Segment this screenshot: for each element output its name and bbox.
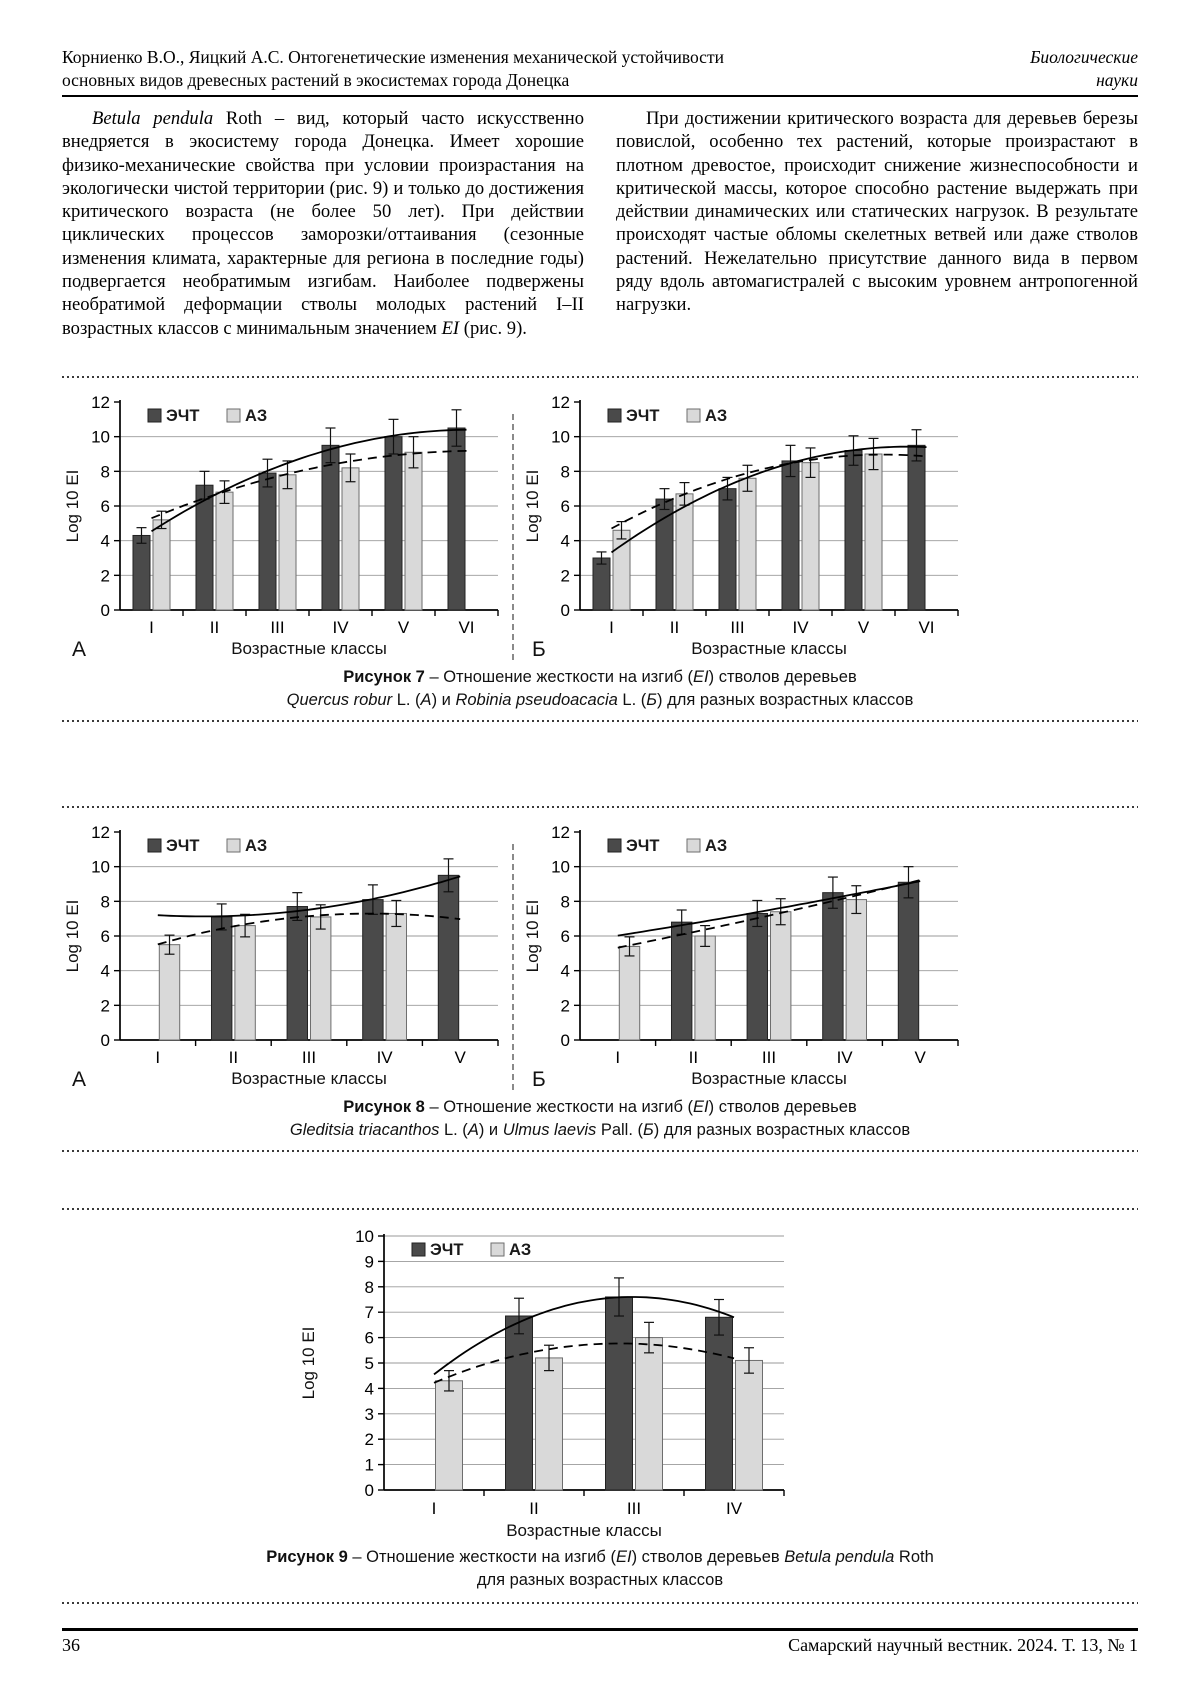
figure-8-bottom-separator: [62, 1150, 1138, 1152]
svg-text:II: II: [688, 1047, 699, 1067]
svg-text:Log 10 EI: Log 10 EI: [299, 1326, 318, 1400]
svg-text:VI: VI: [918, 617, 935, 637]
svg-text:0: 0: [560, 600, 570, 620]
svg-text:АЗ: АЗ: [245, 836, 268, 855]
svg-text:V: V: [857, 617, 870, 637]
svg-text:12: 12: [91, 392, 110, 412]
figure-9-caption-line2: для разных возрастных классов: [476, 1570, 724, 1589]
figure-8-caption: [62, 1096, 1138, 1142]
svg-text:6: 6: [364, 1328, 374, 1348]
chart-gleditsia-triacanthos: [62, 816, 504, 1090]
svg-text:4: 4: [364, 1379, 374, 1399]
svg-text:8: 8: [364, 1277, 374, 1297]
page-number: 36: [62, 1634, 80, 1655]
svg-text:III: III: [301, 1047, 317, 1067]
svg-text:IV: IV: [836, 1047, 853, 1067]
figure-8-caption-line2: Gleditsia triacanthos L. (А) и Ulmus laevis Pall. (Б) для разных возрастных классов: [289, 1120, 911, 1139]
header-rule: [62, 95, 1138, 97]
chart-robinia-pseudoacacia: [522, 386, 964, 660]
svg-text:12: 12: [551, 822, 570, 842]
svg-text:I: I: [609, 617, 614, 637]
svg-text:0: 0: [560, 1030, 570, 1050]
journal-section-label: [1030, 46, 1138, 92]
svg-text:Возрастные классы: Возрастные классы: [691, 1068, 847, 1088]
svg-text:Возрастные классы: Возрастные классы: [691, 638, 847, 658]
figure-8: [62, 800, 1138, 1160]
svg-text:I: I: [431, 1498, 437, 1518]
figure-9-bottom-separator: [62, 1602, 1138, 1604]
figure-8-caption-line1: Рисунок 8 – Отношение жесткости на изгиб (EI) стволов деревьев: [343, 1097, 857, 1116]
svg-text:4: 4: [100, 531, 110, 551]
svg-text:2: 2: [100, 566, 110, 586]
svg-text:2: 2: [560, 996, 570, 1016]
svg-text:Б: Б: [532, 1067, 546, 1090]
figure-8-charts: [62, 816, 1138, 1090]
svg-text:Log 10 EI: Log 10 EI: [523, 899, 542, 973]
figure-9-top-separator: [62, 1208, 1138, 1210]
svg-text:12: 12: [551, 392, 570, 412]
body-paragraph-right: При достижении критического возраста для деревьев березы повислой, особенно тех растений, которые произрастают в плотном древостое, происходит снижение жизнеспособности и критической массы, которое способно растение выдержать при действии динамических или статических нагрузок. В результате происходят частые обломы скелетных ветвей или даже стволов растений. Нежелательно присутствие данного вида в первом ряду вдоль автомагистралей с высоким уровнем антропогенной нагрузки.: [616, 108, 1138, 316]
svg-text:4: 4: [100, 961, 110, 981]
journal-section-line1: Биологические: [1030, 47, 1138, 67]
svg-text:2: 2: [364, 1430, 374, 1450]
svg-text:8: 8: [100, 462, 110, 482]
svg-text:10: 10: [551, 857, 570, 877]
chart-quercus-robur: [62, 386, 504, 660]
svg-text:ЭЧТ: ЭЧТ: [626, 406, 660, 425]
svg-text:А: А: [72, 1067, 87, 1090]
svg-text:IV: IV: [725, 1498, 743, 1518]
svg-text:7: 7: [364, 1303, 374, 1323]
body-paragraph-left: Betula pendula Roth – вид, который часто искусственно внедряется в экосистему города Донецка. Имеет хорошие физико-механические свойства при условии произрастания на экологически чистой территории (рис. 9) и только до достижения критического возраста (не более 50 лет). При действии циклических процессов заморозки/оттаивания (сезонные изменения климата, характерные для региона в последние годы) подвергается необратимым изгибам. Наиболее подвержены необратимой деформации стволы молодых растений I–II возрастных классов с минимальным значением EI (рис. 9).: [62, 108, 584, 339]
svg-text:I: I: [615, 1047, 621, 1067]
svg-text:5: 5: [364, 1353, 374, 1373]
svg-text:Возрастные классы: Возрастные классы: [231, 1068, 387, 1088]
svg-text:ЭЧТ: ЭЧТ: [166, 406, 200, 425]
svg-text:VI: VI: [458, 617, 475, 637]
svg-text:III: III: [730, 617, 745, 637]
svg-text:IV: IV: [332, 617, 349, 637]
svg-text:4: 4: [560, 531, 570, 551]
svg-text:10: 10: [355, 1226, 374, 1246]
svg-text:9: 9: [364, 1252, 374, 1272]
svg-text:10: 10: [551, 427, 570, 447]
svg-text:АЗ: АЗ: [245, 406, 268, 425]
svg-text:12: 12: [91, 822, 110, 842]
panel-divider-icon: [512, 844, 514, 1090]
svg-text:0: 0: [100, 1030, 110, 1050]
figure-9-caption-line1: Рисунок 9 – Отношение жесткости на изгиб (EI) стволов деревьев Betula pendula Roth: [266, 1547, 934, 1566]
svg-text:Возрастные классы: Возрастные классы: [231, 638, 387, 658]
figure-7-charts: [62, 386, 1138, 660]
svg-text:Б: Б: [532, 637, 546, 660]
svg-text:ЭЧТ: ЭЧТ: [430, 1240, 464, 1259]
svg-text:II: II: [529, 1498, 539, 1518]
figure-7-caption-line2: Quercus robur L. (А) и Robinia pseudoacacia L. (Б) для разных возрастных классов: [286, 690, 914, 709]
page-header: [62, 46, 1138, 92]
svg-text:8: 8: [100, 892, 110, 912]
figure-7-bottom-separator: [62, 720, 1138, 722]
svg-text:10: 10: [91, 857, 110, 877]
svg-text:6: 6: [100, 926, 110, 946]
figure-9-panel: [298, 1218, 798, 1540]
figure-9-caption: [62, 1546, 1138, 1592]
svg-text:V: V: [397, 617, 410, 637]
figure-7-caption: [62, 666, 1138, 712]
svg-text:0: 0: [364, 1480, 374, 1500]
figure-7: [62, 370, 1138, 730]
running-title: [62, 46, 724, 92]
svg-text:II: II: [228, 1047, 239, 1067]
journal-section-line2: науки: [1096, 70, 1138, 90]
svg-text:4: 4: [560, 961, 570, 981]
svg-text:3: 3: [364, 1404, 374, 1424]
svg-text:2: 2: [560, 566, 570, 586]
panel-divider-icon: [512, 414, 514, 660]
svg-text:10: 10: [91, 427, 110, 447]
svg-text:2: 2: [100, 996, 110, 1016]
svg-text:0: 0: [100, 600, 110, 620]
svg-text:III: III: [761, 1047, 777, 1067]
figure-7-caption-line1: Рисунок 7 – Отношение жесткости на изгиб (EI) стволов деревьев: [343, 667, 857, 686]
chart-ulmus-laevis: [522, 816, 964, 1090]
figure-8-panel-b: [522, 816, 964, 1090]
running-title-line1: Корниенко В.О., Яицкий А.С. Онтогенетические изменения механической устойчивости: [62, 47, 724, 67]
body-text: [62, 107, 1138, 340]
svg-text:II: II: [209, 617, 220, 637]
svg-text:V: V: [454, 1047, 466, 1067]
figure-8-top-separator: [62, 806, 1138, 808]
svg-text:Возрастные классы: Возрастные классы: [506, 1520, 662, 1540]
svg-text:1: 1: [364, 1455, 374, 1475]
svg-text:8: 8: [560, 462, 570, 482]
svg-text:Log 10 EI: Log 10 EI: [523, 469, 542, 543]
page-footer: [62, 1631, 1138, 1656]
svg-text:III: III: [270, 617, 285, 637]
figure-7-top-separator: [62, 376, 1138, 378]
svg-text:IV: IV: [376, 1047, 393, 1067]
svg-text:IV: IV: [792, 617, 809, 637]
svg-text:6: 6: [560, 926, 570, 946]
svg-text:АЗ: АЗ: [705, 836, 728, 855]
svg-text:8: 8: [560, 892, 570, 912]
svg-text:II: II: [669, 617, 680, 637]
svg-text:I: I: [155, 1047, 161, 1067]
svg-text:6: 6: [560, 496, 570, 516]
chart-betula-pendula: [298, 1218, 798, 1540]
svg-text:ЭЧТ: ЭЧТ: [626, 836, 660, 855]
svg-text:АЗ: АЗ: [705, 406, 728, 425]
svg-text:III: III: [626, 1498, 642, 1518]
svg-text:ЭЧТ: ЭЧТ: [166, 836, 200, 855]
figure-7-panel-a: [62, 386, 504, 660]
svg-text:V: V: [914, 1047, 926, 1067]
journal-reference: Самарский научный вестник. 2024. Т. 13, № 1: [788, 1634, 1138, 1655]
running-title-line2: основных видов древесных растений в экосистемах города Донецка: [62, 70, 570, 90]
svg-text:Log 10 EI: Log 10 EI: [63, 469, 82, 543]
figure-9: [62, 1202, 1138, 1612]
figure-7-panel-b: [522, 386, 964, 660]
figure-9-chart: [298, 1218, 1138, 1540]
svg-text:6: 6: [100, 496, 110, 516]
svg-text:А: А: [72, 637, 87, 660]
figure-8-panel-a: [62, 816, 504, 1090]
svg-text:I: I: [149, 617, 154, 637]
svg-text:АЗ: АЗ: [509, 1240, 532, 1259]
svg-text:Log 10 EI: Log 10 EI: [63, 899, 82, 973]
